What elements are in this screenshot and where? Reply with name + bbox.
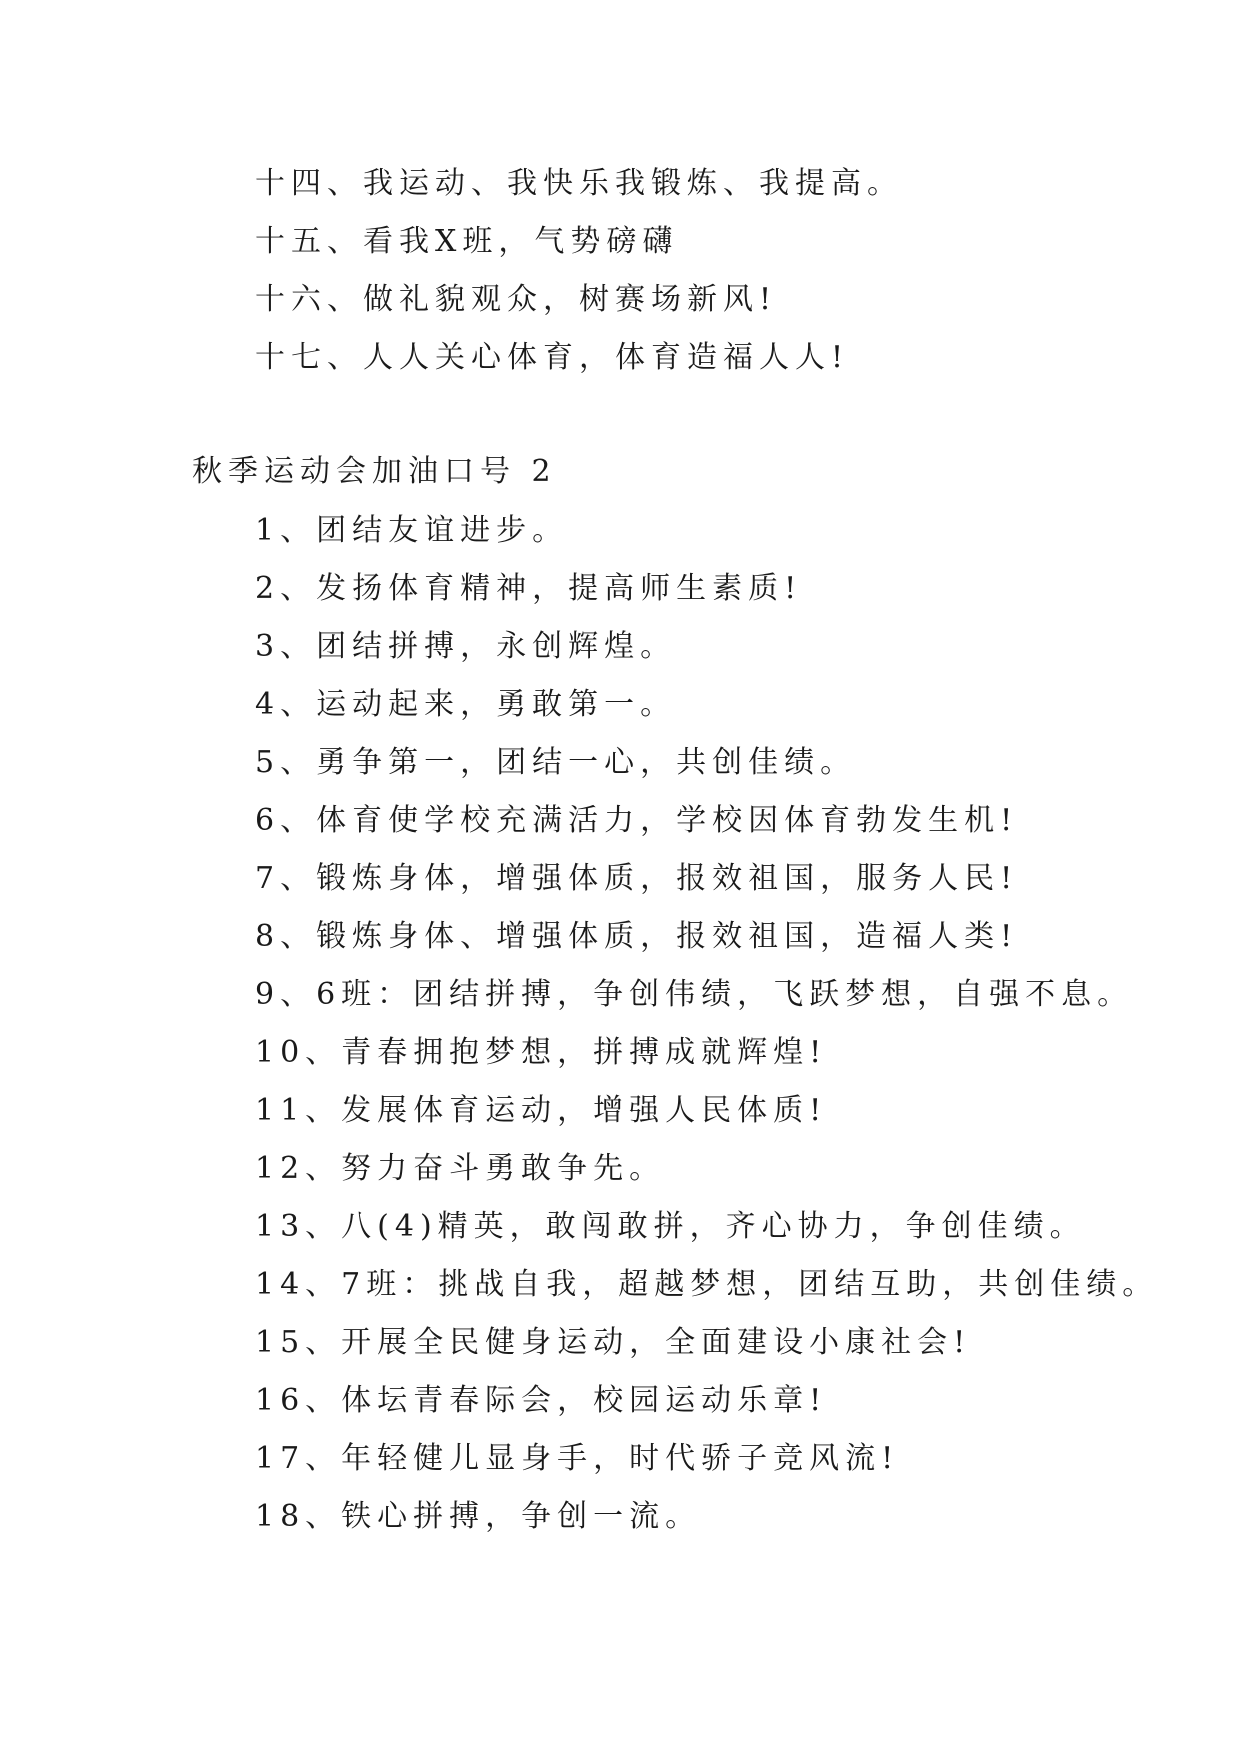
- list-item: 6、体育使学校充满活力，学校因体育勃发生机!: [255, 803, 1019, 838]
- list-item: 1、团结友谊进步。: [255, 513, 569, 548]
- list-item: 16、体坛青春际会，校园运动乐章!: [255, 1383, 828, 1418]
- list-item: 18、铁心拼搏，争创一流。: [255, 1499, 702, 1534]
- slogan-line: 十四、我运动、我快乐我锻炼、我提高。: [255, 166, 903, 201]
- list-item: 13、八(4)精英，敢闯敢拼，齐心协力，争创佳绩。: [255, 1209, 1086, 1244]
- list-item: 9、6班：团结拼搏，争创伟绩，飞跃梦想，自强不息。: [255, 977, 1134, 1012]
- list-item: 14、7班：挑战自我，超越梦想，团结互助，共创佳绩。: [255, 1267, 1159, 1302]
- list-item: 7、锻炼身体，增强体质，报效祖国，服务人民!: [255, 861, 1019, 896]
- list-item: 15、开展全民健身运动，全面建设小康社会!: [255, 1325, 972, 1360]
- list-item: 5、勇争第一，团结一心，共创佳绩。: [255, 745, 857, 780]
- slogan-line: 十七、人人关心体育，体育造福人人!: [255, 340, 850, 375]
- list-item: 2、发扬体育精神，提高师生素质!: [255, 571, 803, 606]
- slogan-line: 十五、看我X班，气势磅礴: [255, 224, 679, 259]
- section-heading: 秋季运动会加油口号 2: [192, 454, 557, 489]
- list-item: 12、努力奋斗勇敢争先。: [255, 1151, 666, 1186]
- list-item: 17、年轻健儿显身手，时代骄子竞风流!: [255, 1441, 900, 1476]
- list-item: 3、团结拼搏，永创辉煌。: [255, 629, 677, 664]
- list-item: 4、运动起来，勇敢第一。: [255, 687, 677, 722]
- list-item: 10、青春拥抱梦想，拼搏成就辉煌!: [255, 1035, 828, 1070]
- slogan-line: 十六、做礼貌观众，树赛场新风!: [255, 282, 778, 317]
- list-item: 8、锻炼身体、增强体质，报效祖国，造福人类!: [255, 919, 1019, 954]
- list-item: 11、发展体育运动，增强人民体质!: [255, 1093, 828, 1128]
